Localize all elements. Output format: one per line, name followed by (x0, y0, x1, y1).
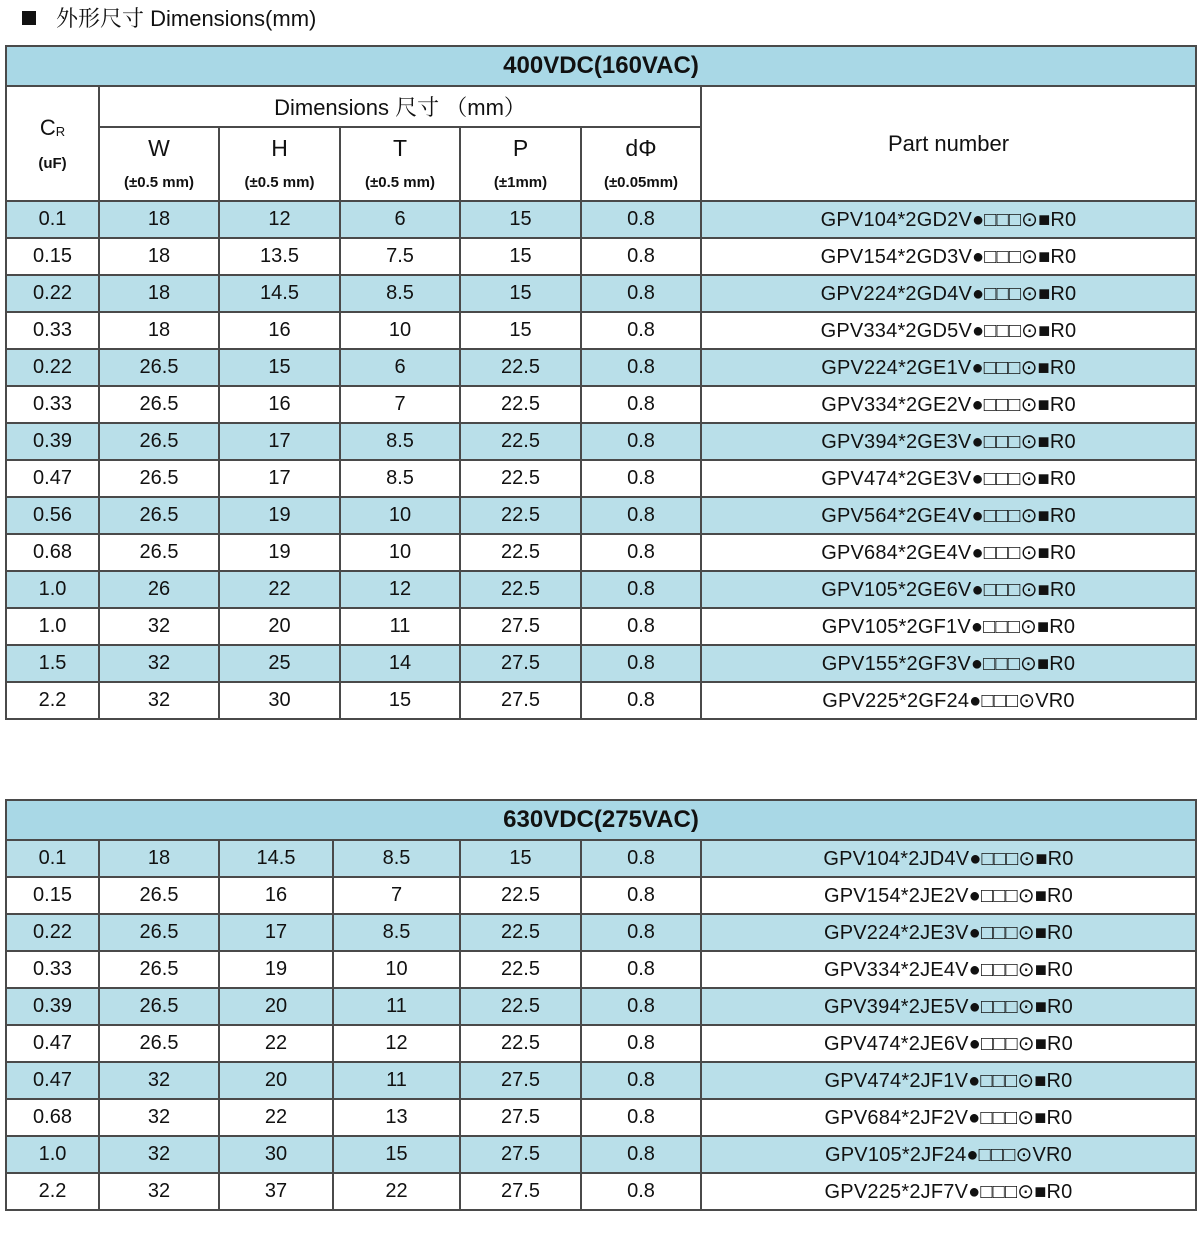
p-cell: 22.5 (460, 423, 581, 460)
w-cell: 32 (99, 1136, 219, 1173)
table-row (6, 1099, 1196, 1136)
dimensions-table-630vdc (5, 799, 1197, 1211)
h-cell: 17 (219, 460, 340, 497)
t-cell: 11 (340, 608, 460, 645)
h-cell: 17 (219, 914, 333, 951)
part-number-cell: GPV105*2JF24●□□□⊙VR0 (701, 1136, 1196, 1173)
dphi-cell: 0.8 (581, 497, 701, 534)
p-cell: 22.5 (460, 349, 581, 386)
table-body (6, 201, 1196, 719)
w-cell: 18 (99, 238, 219, 275)
w-cell: 26.5 (99, 534, 219, 571)
p-cell: 22.5 (460, 497, 581, 534)
w-cell: 26.5 (99, 951, 219, 988)
cr-cell: 0.39 (6, 423, 99, 460)
t-cell: 15 (333, 1136, 460, 1173)
table-body (6, 840, 1196, 1210)
table-row (6, 840, 1196, 877)
col-header-t: T (±0.5 mm) (340, 127, 460, 201)
cr-cell: 0.22 (6, 275, 99, 312)
dphi-cell: 0.8 (581, 682, 701, 719)
table-row (6, 877, 1196, 914)
part-number-cell: GPV474*2GE3V●□□□⊙■R0 (701, 460, 1196, 497)
table-title: 630VDC(275VAC) (6, 800, 1196, 840)
table-row (6, 914, 1196, 951)
h-cell: 19 (219, 497, 340, 534)
cr-cell: 0.22 (6, 349, 99, 386)
w-cell: 26.5 (99, 460, 219, 497)
h-cell: 20 (219, 988, 333, 1025)
cr-cell: 0.33 (6, 951, 99, 988)
h-cell: 13.5 (219, 238, 340, 275)
w-cell: 18 (99, 275, 219, 312)
h-cell: 37 (219, 1173, 333, 1210)
dphi-cell: 0.8 (581, 534, 701, 571)
dphi-cell: 0.8 (581, 951, 701, 988)
t-cell: 10 (340, 534, 460, 571)
col-header-h: H (±0.5 mm) (219, 127, 340, 201)
part-number-cell: GPV104*2JD4V●□□□⊙■R0 (701, 840, 1196, 877)
w-cell: 32 (99, 608, 219, 645)
table-row (6, 1025, 1196, 1062)
dphi-cell: 0.8 (581, 1099, 701, 1136)
table-row (6, 423, 1196, 460)
h-cell: 20 (219, 608, 340, 645)
part-number-cell: GPV684*2GE4V●□□□⊙■R0 (701, 534, 1196, 571)
p-cell: 27.5 (460, 1173, 581, 1210)
dphi-cell: 0.8 (581, 1025, 701, 1062)
table-row (6, 201, 1196, 238)
table-row (6, 312, 1196, 349)
part-number-cell: GPV474*2JF1V●□□□⊙■R0 (701, 1062, 1196, 1099)
t-cell: 14 (340, 645, 460, 682)
cr-cell: 0.68 (6, 534, 99, 571)
table-row (6, 349, 1196, 386)
table-row (6, 386, 1196, 423)
cr-cell: 1.0 (6, 1136, 99, 1173)
w-cell: 32 (99, 645, 219, 682)
table-row (6, 608, 1196, 645)
dphi-cell: 0.8 (581, 423, 701, 460)
col-header-dphi: dΦ (±0.05mm) (581, 127, 701, 201)
dphi-cell: 0.8 (581, 349, 701, 386)
table-row (6, 645, 1196, 682)
h-cell: 16 (219, 877, 333, 914)
w-cell: 26.5 (99, 497, 219, 534)
t-cell: 22 (333, 1173, 460, 1210)
cr-cell: 0.39 (6, 988, 99, 1025)
h-cell: 15 (219, 349, 340, 386)
p-cell: 22.5 (460, 460, 581, 497)
part-number-cell: GPV684*2JF2V●□□□⊙■R0 (701, 1099, 1196, 1136)
t-cell: 8.5 (340, 460, 460, 497)
part-number-cell: GPV394*2JE5V●□□□⊙■R0 (701, 988, 1196, 1025)
t-cell: 8.5 (333, 914, 460, 951)
w-cell: 26.5 (99, 1025, 219, 1062)
w-cell: 32 (99, 1173, 219, 1210)
t-cell: 12 (340, 571, 460, 608)
h-cell: 19 (219, 951, 333, 988)
cr-cell: 2.2 (6, 682, 99, 719)
part-number-cell: GPV154*2GD3V●□□□⊙■R0 (701, 238, 1196, 275)
p-cell: 27.5 (460, 645, 581, 682)
t-cell: 15 (340, 682, 460, 719)
w-cell: 26.5 (99, 423, 219, 460)
t-cell: 10 (340, 497, 460, 534)
cr-cell: 0.15 (6, 877, 99, 914)
h-cell: 30 (219, 1136, 333, 1173)
square-bullet-icon (22, 11, 36, 25)
dphi-cell: 0.8 (581, 914, 701, 951)
t-cell: 11 (333, 1062, 460, 1099)
w-cell: 32 (99, 1062, 219, 1099)
cr-cell: 0.1 (6, 201, 99, 238)
part-number-cell: GPV104*2GD2V●□□□⊙■R0 (701, 201, 1196, 238)
cr-unit: (uF) (38, 155, 67, 172)
dphi-cell: 0.8 (581, 840, 701, 877)
p-cell: 22.5 (460, 988, 581, 1025)
dimensions-header: Dimensions 尺寸 （mm） (99, 86, 701, 127)
t-cell: 7.5 (340, 238, 460, 275)
h-cell: 12 (219, 201, 340, 238)
part-number-cell: GPV155*2GF3V●□□□⊙■R0 (701, 645, 1196, 682)
dphi-cell: 0.8 (581, 1173, 701, 1210)
part-number-cell: GPV105*2GF1V●□□□⊙■R0 (701, 608, 1196, 645)
part-number-cell: GPV224*2GE1V●□□□⊙■R0 (701, 349, 1196, 386)
part-number-cell: GPV334*2GE2V●□□□⊙■R0 (701, 386, 1196, 423)
p-cell: 22.5 (460, 951, 581, 988)
dphi-cell: 0.8 (581, 312, 701, 349)
part-number-cell: GPV225*2JF7V●□□□⊙■R0 (701, 1173, 1196, 1210)
table-row (6, 951, 1196, 988)
cr-cell: 0.33 (6, 312, 99, 349)
cr-symbol: $C_R$ (39, 115, 66, 140)
p-cell: 15 (460, 840, 581, 877)
dphi-cell: 0.8 (581, 1136, 701, 1173)
part-number-cell: GPV224*2JE3V●□□□⊙■R0 (701, 914, 1196, 951)
p-cell: 27.5 (460, 1136, 581, 1173)
h-cell: 14.5 (219, 840, 333, 877)
table-row (6, 988, 1196, 1025)
t-cell: 10 (333, 951, 460, 988)
p-cell: 22.5 (460, 877, 581, 914)
cr-cell: 1.0 (6, 608, 99, 645)
part-number-cell: GPV394*2GE3V●□□□⊙■R0 (701, 423, 1196, 460)
cr-cell: 0.68 (6, 1099, 99, 1136)
cr-cell: 2.2 (6, 1173, 99, 1210)
table-row (6, 460, 1196, 497)
dphi-cell: 0.8 (581, 877, 701, 914)
part-number-cell: GPV225*2GF24●□□□⊙VR0 (701, 682, 1196, 719)
p-cell: 22.5 (460, 914, 581, 951)
cr-cell: 0.33 (6, 386, 99, 423)
p-cell: 15 (460, 275, 581, 312)
table-row (6, 275, 1196, 312)
p-cell: 27.5 (460, 682, 581, 719)
h-cell: 16 (219, 312, 340, 349)
w-cell: 26.5 (99, 914, 219, 951)
part-number-header: Part number (701, 86, 1196, 201)
part-number-cell: GPV334*2JE4V●□□□⊙■R0 (701, 951, 1196, 988)
t-cell: 6 (340, 201, 460, 238)
table-row (6, 238, 1196, 275)
h-cell: 30 (219, 682, 340, 719)
part-number-cell: GPV564*2GE4V●□□□⊙■R0 (701, 497, 1196, 534)
cr-cell: 0.56 (6, 497, 99, 534)
table-row (6, 1136, 1196, 1173)
p-cell: 15 (460, 312, 581, 349)
h-cell: 22 (219, 1099, 333, 1136)
dphi-cell: 0.8 (581, 1062, 701, 1099)
p-cell: 27.5 (460, 1099, 581, 1136)
h-cell: 22 (219, 571, 340, 608)
w-cell: 26.5 (99, 877, 219, 914)
part-number-cell: GPV154*2JE2V●□□□⊙■R0 (701, 877, 1196, 914)
table-row (6, 534, 1196, 571)
p-cell: 27.5 (460, 1062, 581, 1099)
cr-cell: 0.1 (6, 840, 99, 877)
t-cell: 11 (333, 988, 460, 1025)
cr-cell: 0.22 (6, 914, 99, 951)
dphi-cell: 0.8 (581, 608, 701, 645)
cr-cell: 1.5 (6, 645, 99, 682)
dphi-cell: 0.8 (581, 645, 701, 682)
table-title: 400VDC(160VAC) (6, 46, 1196, 86)
t-cell: 12 (333, 1025, 460, 1062)
dphi-cell: 0.8 (581, 988, 701, 1025)
dimensions-table-400vdc (5, 45, 1197, 720)
cr-cell: 0.47 (6, 460, 99, 497)
t-cell: 13 (333, 1099, 460, 1136)
col-header-p: P (±1mm) (460, 127, 581, 201)
part-number-cell: GPV474*2JE6V●□□□⊙■R0 (701, 1025, 1196, 1062)
cr-cell: 0.15 (6, 238, 99, 275)
table-row (6, 497, 1196, 534)
table-row (6, 1173, 1196, 1210)
h-cell: 25 (219, 645, 340, 682)
cr-cell: 0.47 (6, 1025, 99, 1062)
w-cell: 26 (99, 571, 219, 608)
t-cell: 7 (333, 877, 460, 914)
table-row (6, 1062, 1196, 1099)
w-cell: 18 (99, 201, 219, 238)
dphi-cell: 0.8 (581, 238, 701, 275)
h-cell: 17 (219, 423, 340, 460)
h-cell: 14.5 (219, 275, 340, 312)
p-cell: 15 (460, 201, 581, 238)
w-cell: 32 (99, 682, 219, 719)
p-cell: 27.5 (460, 608, 581, 645)
w-cell: 32 (99, 1099, 219, 1136)
col-header-w: W (±0.5 mm) (99, 127, 219, 201)
p-cell: 22.5 (460, 1025, 581, 1062)
t-cell: 8.5 (340, 423, 460, 460)
h-cell: 16 (219, 386, 340, 423)
table-row (6, 571, 1196, 608)
h-cell: 22 (219, 1025, 333, 1062)
w-cell: 18 (99, 840, 219, 877)
p-cell: 22.5 (460, 571, 581, 608)
p-cell: 15 (460, 238, 581, 275)
t-cell: 7 (340, 386, 460, 423)
section-heading (22, 4, 316, 34)
t-cell: 10 (340, 312, 460, 349)
part-number-cell: GPV224*2GD4V●□□□⊙■R0 (701, 275, 1196, 312)
dphi-cell: 0.8 (581, 386, 701, 423)
dphi-cell: 0.8 (581, 571, 701, 608)
section-heading-text: 外形尺寸 Dimensions(mm) (56, 6, 317, 31)
t-cell: 8.5 (340, 275, 460, 312)
dphi-cell: 0.8 (581, 460, 701, 497)
w-cell: 26.5 (99, 988, 219, 1025)
cr-cell: 1.0 (6, 571, 99, 608)
h-cell: 19 (219, 534, 340, 571)
w-cell: 26.5 (99, 386, 219, 423)
w-cell: 18 (99, 312, 219, 349)
cr-cell: 0.47 (6, 1062, 99, 1099)
part-number-cell: GPV334*2GD5V●□□□⊙■R0 (701, 312, 1196, 349)
table-row (6, 682, 1196, 719)
t-cell: 6 (340, 349, 460, 386)
part-number-cell: GPV105*2GE6V●□□□⊙■R0 (701, 571, 1196, 608)
dphi-cell: 0.8 (581, 275, 701, 312)
w-cell: 26.5 (99, 349, 219, 386)
p-cell: 22.5 (460, 534, 581, 571)
h-cell: 20 (219, 1062, 333, 1099)
dphi-cell: 0.8 (581, 201, 701, 238)
cr-header (6, 86, 99, 201)
t-cell: 8.5 (333, 840, 460, 877)
p-cell: 22.5 (460, 386, 581, 423)
